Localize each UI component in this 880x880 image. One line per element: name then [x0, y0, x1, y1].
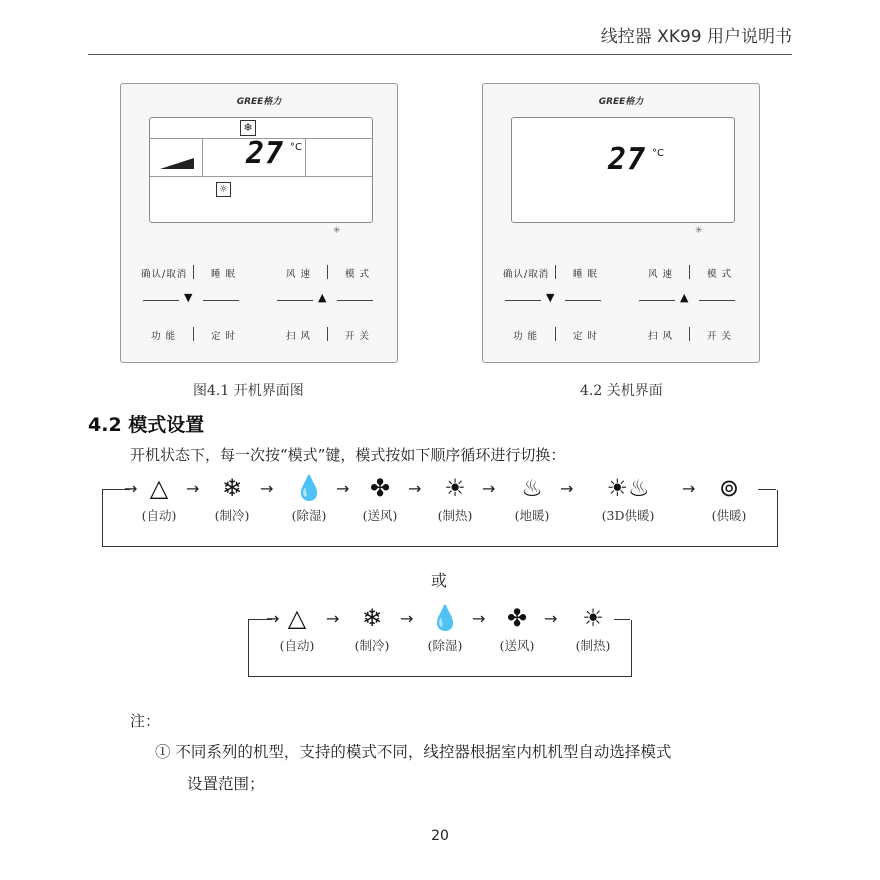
- flow-arrow: →: [266, 609, 280, 628]
- flow-arrow: →: [400, 609, 414, 628]
- flow2-mode-dry: [410, 604, 480, 654]
- lcd-cool-mode-icon: ❄: [240, 120, 256, 136]
- flow-arrow: →: [544, 609, 558, 628]
- dash-line: [565, 300, 601, 301]
- dash-line: [337, 300, 373, 301]
- flow-arrow: →: [482, 479, 496, 498]
- sensor-icon: ✳: [695, 226, 703, 236]
- flow-arrow: →: [472, 609, 486, 628]
- flow1-mode-heat: [420, 474, 490, 524]
- dash-line: [699, 300, 735, 301]
- fan-speed-button[interactable]: 风 速: [648, 269, 674, 280]
- mode-label: (除湿): [291, 508, 327, 523]
- note-item-1: ① 不同系列的机型，支持的模式不同，线控器根据室内机机型自动选择模式: [155, 743, 672, 761]
- lcd-divider-left: [202, 138, 203, 176]
- section-intro: 开机状态下，每一次按“模式”键，模式按如下顺序循环进行切换：: [130, 446, 566, 464]
- up-arrow-button[interactable]: ▲: [318, 291, 327, 304]
- controller-panel-off: [482, 83, 760, 363]
- dash-line: [203, 300, 239, 301]
- button-separator: [193, 327, 194, 341]
- flow-arrow: →: [326, 609, 340, 628]
- mode-label: (制热): [437, 508, 473, 523]
- figure-caption-off: 4.2 关机界面: [580, 383, 663, 399]
- header-divider: [88, 54, 792, 55]
- flow2-mode-fan: [482, 604, 552, 654]
- button-separator: [327, 327, 328, 341]
- lcd-screen-off: [511, 117, 735, 223]
- sleep-button[interactable]: 睡 眠: [211, 269, 237, 280]
- flow1-mode-3d-heat: [584, 474, 672, 524]
- 3d-heat-icon: ☀♨: [606, 474, 650, 502]
- mode-button[interactable]: 模 式: [707, 269, 733, 280]
- up-arrow-button[interactable]: ▲: [680, 291, 689, 304]
- heat-icon: ☀: [444, 474, 466, 502]
- dry-icon: 💧: [294, 474, 324, 502]
- flow1-mode-supply-heat: [694, 474, 764, 524]
- button-separator: [689, 327, 690, 341]
- gree-logo: GREE格力: [598, 97, 644, 107]
- mode-label: (制热): [575, 638, 611, 653]
- lcd-temperature: 27: [608, 142, 647, 177]
- confirm-cancel-button[interactable]: 确认/取消: [141, 269, 188, 280]
- heat-icon: ☀: [582, 604, 604, 632]
- dash-line: [505, 300, 541, 301]
- flow2-mode-auto: [262, 604, 332, 654]
- button-separator: [689, 265, 690, 279]
- flow-arrow: →: [124, 479, 138, 498]
- swing-button[interactable]: 扫 风: [648, 331, 674, 342]
- timer-button[interactable]: 定 时: [573, 331, 599, 342]
- mode-button[interactable]: 模 式: [345, 269, 371, 280]
- auto-icon: △: [287, 604, 307, 632]
- page-number: 20: [431, 828, 449, 844]
- lcd-divider-bottom: [150, 176, 372, 177]
- sleep-button[interactable]: 睡 眠: [573, 269, 599, 280]
- lcd-unit: °C: [652, 148, 664, 159]
- flow1-mode-cool: [197, 474, 267, 524]
- section-title: 4.2 模式设置: [88, 414, 205, 436]
- flow2-mode-heat: [558, 604, 628, 654]
- flow1-mode-floor-heat: [497, 474, 567, 524]
- flow1-mode-dry: [274, 474, 344, 524]
- or-label: 或: [431, 571, 448, 590]
- dash-line: [143, 300, 179, 301]
- timer-button[interactable]: 定 时: [211, 331, 237, 342]
- note-item-1-continued: 设置范围；: [187, 775, 265, 793]
- dry-icon: 💧: [430, 604, 460, 632]
- lcd-fan-speed-icon: [160, 156, 196, 170]
- fan-icon: ✤: [369, 474, 391, 502]
- button-separator: [555, 327, 556, 341]
- controller-panel-on: [120, 83, 398, 363]
- button-separator: [555, 265, 556, 279]
- supply-heat-icon: ⊚: [718, 474, 740, 502]
- function-button[interactable]: 功 能: [151, 331, 177, 342]
- lcd-lamp-icon: ☼: [216, 182, 231, 197]
- flow-arrow: →: [682, 479, 696, 498]
- flow-arrow: →: [408, 479, 422, 498]
- lcd-unit: °C: [290, 142, 302, 153]
- flow-arrow: →: [336, 479, 350, 498]
- confirm-cancel-button[interactable]: 确认/取消: [503, 269, 550, 280]
- document-header-title: 线控器 XK99 用户说明书: [600, 27, 792, 47]
- power-button[interactable]: 开 关: [707, 331, 733, 342]
- lcd-temperature: 27: [246, 136, 285, 171]
- mode-label: (送风): [362, 508, 398, 523]
- note-label: 注：: [130, 712, 161, 730]
- mode-label: (自动): [279, 638, 315, 653]
- power-button[interactable]: 开 关: [345, 331, 371, 342]
- button-separator: [193, 265, 194, 279]
- fan-speed-button[interactable]: 风 速: [286, 269, 312, 280]
- button-separator: [327, 265, 328, 279]
- flow2-mode-cool: [337, 604, 407, 654]
- mode-label: (送风): [499, 638, 535, 653]
- mode-label: (除湿): [427, 638, 463, 653]
- mode-label: (地暖): [514, 508, 550, 523]
- function-button[interactable]: 功 能: [513, 331, 539, 342]
- mode-label: (制冷): [354, 638, 390, 653]
- figure-caption-on: 图4.1 开机界面图: [193, 383, 304, 399]
- flow-arrow: →: [186, 479, 200, 498]
- gree-logo: GREE格力: [236, 97, 282, 107]
- down-arrow-button[interactable]: ▼: [184, 291, 193, 304]
- mode-label: (3D供暖): [601, 508, 655, 523]
- dash-line: [639, 300, 675, 301]
- dash-line: [277, 300, 313, 301]
- flow1-mode-fan: [345, 474, 415, 524]
- mode-label: (制冷): [214, 508, 250, 523]
- auto-icon: △: [149, 474, 169, 502]
- lcd-divider-right: [305, 138, 306, 176]
- mode-label: (供暖): [711, 508, 747, 523]
- lcd-screen-on: [149, 117, 373, 223]
- mode-label: (自动): [141, 508, 177, 523]
- fan-icon: ✤: [506, 604, 528, 632]
- flow-arrow: →: [560, 479, 574, 498]
- flow1-mode-auto: [124, 474, 194, 524]
- cool-icon: ❄: [361, 604, 383, 632]
- swing-button[interactable]: 扫 风: [286, 331, 312, 342]
- down-arrow-button[interactable]: ▼: [546, 291, 555, 304]
- flow-arrow: →: [260, 479, 274, 498]
- floor-heat-icon: ♨: [521, 474, 543, 502]
- cool-icon: ❄: [221, 474, 243, 502]
- sensor-icon: ✳: [333, 226, 341, 236]
